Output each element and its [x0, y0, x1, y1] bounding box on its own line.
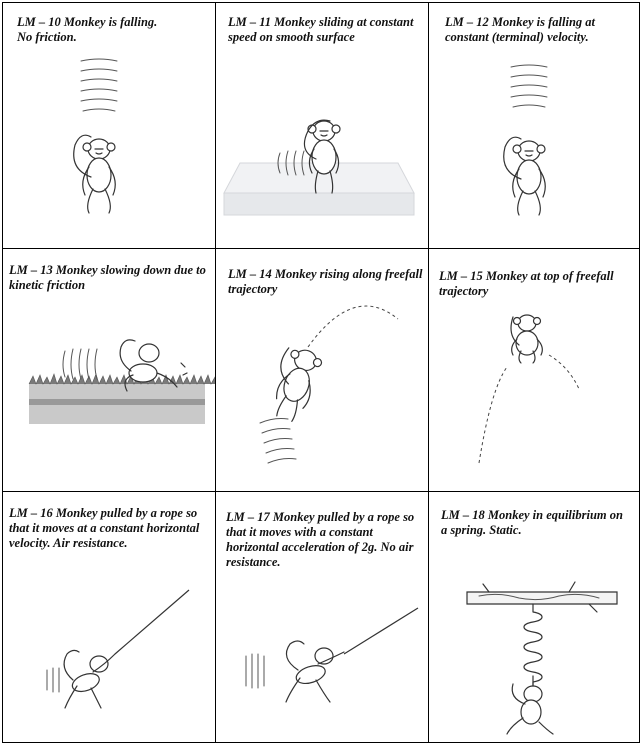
- panel-caption: LM – 12 Monkey is falling at constant (terminal) velocity.: [445, 15, 596, 44]
- monkey-figure: [263, 343, 324, 424]
- motion-lines: [511, 65, 547, 107]
- rising-monkey-illustration: [216, 249, 429, 492]
- monkey-figure: [507, 676, 553, 734]
- monkey-scenario-table: [2, 2, 640, 743]
- panel-lm-13: [2, 248, 216, 492]
- panel-caption: LM – 15 Monkey at top of freefall trajectory: [439, 269, 614, 298]
- panel-lm-14: [215, 248, 429, 492]
- terminal-velocity-monkey-illustration: [429, 3, 640, 249]
- trajectory-path: [308, 306, 398, 347]
- panel-lm-17: [215, 491, 429, 743]
- rope: [115, 590, 189, 654]
- monkey-figure: [74, 135, 116, 213]
- tree-branch: [467, 582, 617, 612]
- panel-lm-11: [215, 2, 429, 249]
- panel-caption: LM – 17 Monkey pulled by a rope so that it moves with a constant horizontal acceleration of 2g. No air resistance.: [226, 510, 415, 569]
- panel-caption: LM – 13 Monkey slowing down due to kinetic friction: [9, 263, 206, 292]
- rope-constant-velocity-monkey-illustration: [3, 492, 216, 743]
- motion-lines: [260, 419, 296, 464]
- panel-lm-10: [2, 2, 216, 249]
- panel-caption: LM – 14 Monkey rising along freefall trajectory: [228, 267, 423, 296]
- monkey-figure: [286, 641, 344, 702]
- panel-lm-15: [428, 248, 640, 492]
- motion-lines: [246, 654, 264, 688]
- rope-acceleration-monkey-illustration: [216, 492, 429, 743]
- panel-caption: LM – 11 Monkey sliding at constant speed on smooth surface: [228, 15, 414, 44]
- motion-lines: [81, 59, 117, 111]
- sliding-monkey-illustration: [216, 3, 429, 249]
- rope: [344, 608, 418, 654]
- grass-ground: [29, 374, 216, 424]
- monkey-figure: [504, 137, 546, 215]
- trajectory-path: [479, 355, 579, 463]
- monkey-figure: [64, 650, 115, 708]
- panel-caption: LM – 10 Monkey is falling. No friction.: [17, 15, 158, 44]
- falling-monkey-illustration: [3, 3, 216, 249]
- panel-lm-18: [428, 491, 640, 743]
- panel-caption: LM – 16 Monkey pulled by a rope so that it moves at a constant horizontal velocity. Air resistance.: [9, 506, 200, 550]
- panel-lm-12: [428, 2, 640, 249]
- motion-lines: [47, 668, 59, 692]
- spring-equilibrium-monkey-illustration: [429, 492, 640, 743]
- panel-lm-16: [2, 491, 216, 743]
- panel-caption: LM – 18 Monkey in equilibrium on a spring. Static.: [441, 508, 623, 537]
- monkey-figure: [511, 315, 542, 363]
- friction-monkey-illustration: [3, 249, 216, 492]
- top-of-trajectory-monkey-illustration: [429, 249, 640, 492]
